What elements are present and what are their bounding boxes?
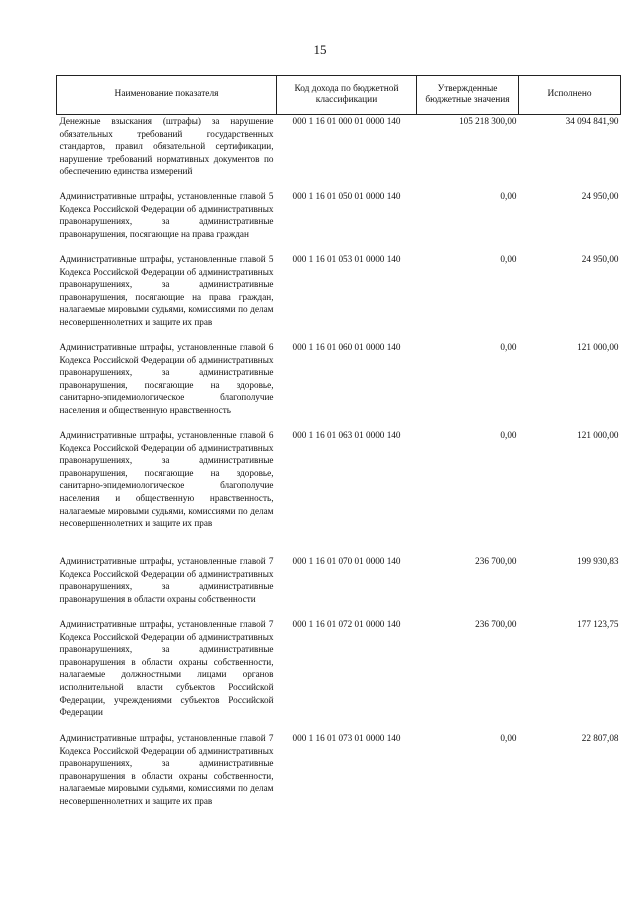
row-name: Административные штрафы, установленные главой 5 Кодекса Российской Федерации об административных правонарушениях, за административные правонарушения, посягающие на права граждан, налагаемые мировыми судьями, комиссиями по делам несовершеннолетних и защите их прав (59, 254, 274, 327)
row-approved: 105 218 300,00 (459, 116, 517, 126)
row-executed: 24 950,00 (581, 254, 619, 264)
budget-revenue-table (56, 75, 621, 821)
row-executed: 121 000,00 (577, 342, 619, 352)
row-executed: 121 000,00 (577, 430, 619, 440)
row-name: Административные штрафы, установленные главой 7 Кодекса Российской Федерации об административных правонарушениях, за административные правонарушения в области охраны собственности, налагаемые должностными лицами органов исполнительной власти субъектов Российской Федерации, учреждениями субъектов Российской Федерации (59, 619, 274, 718)
table-row (57, 429, 621, 555)
row-approved: 0,00 (500, 191, 517, 201)
row-executed: 199 930,83 (577, 556, 619, 566)
table-row (57, 341, 621, 429)
row-name: Административные штрафы, установленные главой 6 Кодекса Российской Федерации об административных правонарушениях, за административные правонарушения, посягающие на здоровье, санитарно-эпидемиологическое благополучие населения и общественную нравственность (59, 342, 274, 415)
row-approved: 0,00 (500, 430, 517, 440)
row-approved: 0,00 (500, 733, 517, 743)
table-row (57, 618, 621, 732)
table-row (57, 115, 621, 191)
row-executed: 24 950,00 (581, 191, 619, 201)
header-revenue-code: Код дохода по бюджетной классификации (277, 76, 417, 115)
row-approved: 236 700,00 (475, 619, 517, 629)
table-header-row (57, 76, 621, 115)
table-row (57, 732, 621, 821)
row-name: Административные штрафы, установленные главой 7 Кодекса Российской Федерации об административных правонарушениях, за административные правонарушения в области охраны собственности, налагаемые мировыми судьями, комиссиями по делам несовершеннолетних и защите их прав (59, 733, 274, 806)
row-executed: 34 094 841,90 (565, 116, 619, 126)
row-code: 000 1 16 01 073 01 0000 140 (292, 733, 401, 743)
row-code: 000 1 16 01 000 01 0000 140 (292, 116, 401, 126)
header-approved-values: Утвержденные бюджетные значения (417, 76, 519, 115)
row-name: Административные штрафы, установленные главой 5 Кодекса Российской Федерации об административных правонарушениях, за административные правонарушения, посягающие на права граждан (59, 191, 274, 239)
row-code: 000 1 16 01 060 01 0000 140 (292, 342, 401, 352)
row-name: Административные штрафы, установленные главой 6 Кодекса Российской Федерации об административных правонарушениях, за административные правонарушения, посягающие на здоровье, санитарно-эпидемиологическое благополучие населения и общественную нравственность, налагаемые мировыми судьями, комиссиями по делам несовершеннолетних и защите их прав (59, 430, 274, 529)
table-row (57, 555, 621, 618)
table-row (57, 190, 621, 253)
row-executed: 22 807,08 (581, 733, 619, 743)
row-approved: 236 700,00 (475, 556, 517, 566)
page-number: 15 (313, 42, 327, 57)
row-approved: 0,00 (500, 254, 517, 264)
row-code: 000 1 16 01 053 01 0000 140 (292, 254, 401, 264)
row-name: Денежные взыскания (штрафы) за нарушение обязательных требований государственных стандартов, правил обязательной сертификации, нарушение требований нормативных документов по обеспечению единства измерений (59, 116, 274, 177)
row-code: 000 1 16 01 063 01 0000 140 (292, 430, 401, 440)
row-name: Административные штрафы, установленные главой 7 Кодекса Российской Федерации об административных правонарушениях, за административные правонарушения в области охраны собственности (59, 556, 274, 604)
row-code: 000 1 16 01 072 01 0000 140 (292, 619, 401, 629)
header-executed: Исполнено (519, 76, 621, 115)
header-indicator-name: Наименование показателя (57, 76, 277, 115)
row-approved: 0,00 (500, 342, 517, 352)
row-code: 000 1 16 01 070 01 0000 140 (292, 556, 401, 566)
row-code: 000 1 16 01 050 01 0000 140 (292, 191, 401, 201)
row-executed: 177 123,75 (577, 619, 619, 629)
table-row (57, 253, 621, 341)
